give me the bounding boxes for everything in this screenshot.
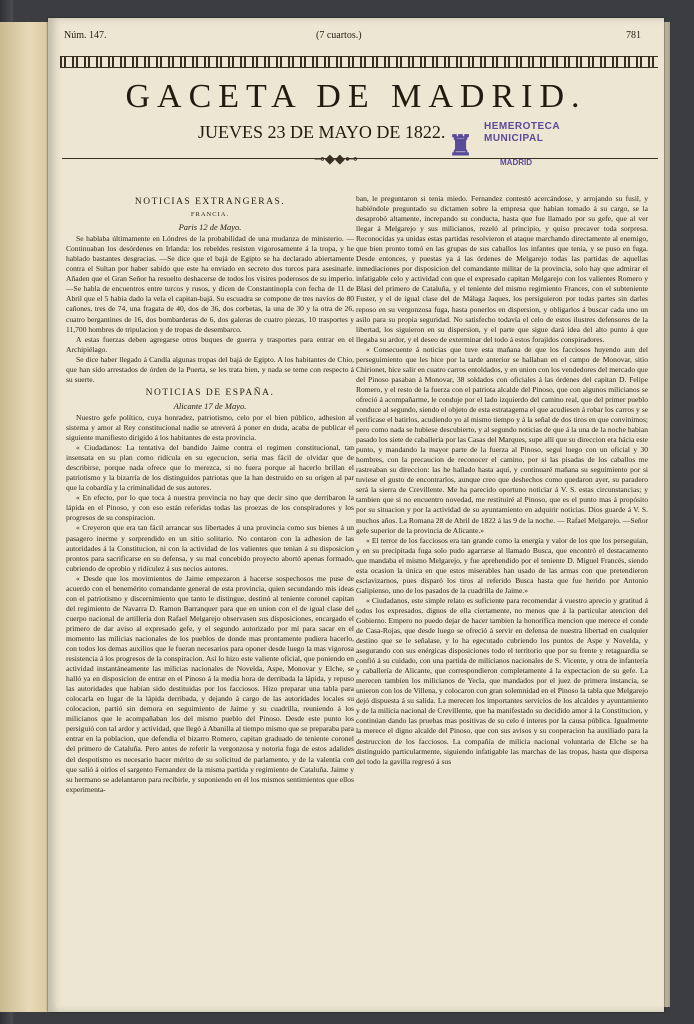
- issue-number: Núm. 147.: [64, 30, 107, 41]
- price: (7 cuartos.): [316, 30, 362, 41]
- paragraph: « Desde que los movimientos de Jaime empezaron á hacerse sospechosos me puse de acuerdo con el benemérito comandante general de esta provincia, quien secundando mis ideas con el patriotismo y discernimiento que tanto le distingue, destinó al teniente coronel capitan del regimiento de Navarra D. Ramon Barranquer para que en union con el de igual clase del cuerpo nacional de artillería don Rafael Melgarejo observasen sus disposiciones, encargado el primero de dar aviso al expresado gefe, y el segundo autorizado por mí para sacar en el momento las milicias nacionales de los pueblos de donde mas prontamente pudiera hacerlo, con todos los demas auxilios que le fueran necesarios para oponer desde luego la mas vigorosa resistencia á los progresos de la conspiracion. Así lo hizo este valiente oficial, que poniendo en actividad instantáneamente las milicias nacionales de Novelda, Aspe, Monovar y Elche, se halló ya en disposicion de entrar en el Pinoso á la media hora de derribada la lápida, y repuso las autoridades que habian sido destituidas por los facciosos. Hizo preparar una tabla para colocarla en lugar de la lápida derribada, y dejando á cargo de las autoridades locales su colocacion, partió sin demora en seguimiento de Jaime y su cuadrilla, reuniendo á los milicianos que le acompañaban los del mismo pueblo del Pinoso. Desde este punto los persiguió con tal ardor y actividad, que llegó á Abanilla al tiempo mismo que se preparaba para entrar en la poblacion, que defendia el bizarro Romero, capitan graduado de teniente coronel del primero de Cataluña. Pero antes de referir la vergonzosa y notoria fuga de estos adalides del despotismo es necesario hacer mérito de su solicitud de parlamento, y de la valentía con que salió á oirlos el sargento Fernandez de la misma partida y regimiento de Cataluña. Jaime y su hermano se adelantaron para recibirle, y suponiendo en él los mismos sentimientos que ellos experimenta-: [66, 573, 354, 794]
- crest-icon: ♜: [448, 130, 474, 161]
- paragraph: « Consecuente á noticias que tuve esta mañana de que los facciosos huyendo aun del perseguimiento que les hice por la tarde anterior se hallaban en el campo de Monovar, sitio Chirionet, hice salir en cuatro carros entoldados, y en union con los vendedores del mercado que del Pinoso pasaban á Monovar, 38 soldados con oficiales á las órdenes del capitan D. Felipe Romero, y el resto de la fuerza con el patriota alcalde del Pinoso, que con algunos milicianos se ofreció á acompañarme, le conduje por el lado izquierdo del camino real, que del primer pueblo conduce al segundo, siendo el objeto de esta estratagema el que acudiesen á robar los carros y se verificase el batirlos, acudiendo yo al mismo tiempo y á la señal de dos tiros en que convinimos; pero como nada se hubiese descubierto, y al segundo noticias de que á la una de la noche habian pasado los siete de caballería por las Casas del Marques, supe allí que su direccion era hácia este punto, y mandando la mayor parte de la fuerza al Pinoso, segui luego con un oficial y 30 hombres, con la precaucion de reconocer el camino, por si las pisadas de los caballos me rastreaban su direccion: las he hallado hasta aquí, y continuaré mañana su seguimiento por si tuviese el gusto de encontrarlos, aunque creo que deshechos como quedaron ayer, su paradero será la sierra de Crevillente. Me ha parecido oportuno noticiar á V. S. estas circunstancias; y tambien que si no encuentro novedad, me restituiré al Pinoso, que es el punto mas á propósito por su situacion y por la actividad de su ayuntamiento en adquirir noticias. Dios guarde á V. S. muchos años. La Romana 28 de Abril de 1822 á las 9 de la noche. — Rafael Melgarejo. —Señor gefe superior de la provincia de Alicante.»: [356, 344, 648, 535]
- stamp-line-2: MUNICIPAL: [484, 133, 544, 144]
- rule-ornament-icon: ⊸◆◆⊷: [314, 151, 358, 166]
- paragraph: « Ciudadanos, este simple relato es suficiente para recomendar á vuestro aprecio y gratitud á todos los expresados, dignos de ella ciertamente, no menos que á la particular atencion del Gobierno. Empero no puedo dejar de hacer tambien la honorífica mencion que merece el conde de Casa-Rojas, que desde luego se ofreció á servir en defensa de nuestra libertad en cualquier destino que se le señalase, y lo ha egecutado cubriendo los puntos de Aspe y Novelda, y asegurando con sus enérgicas disposiciones todo el territorio que por su frente y retaguardia se confió á su cuidado, con una partida de milicianos nacionales de S. Vicente, y otra de infantería y caballería de Alicante, que correspondieron completamente á la expectacion de su gefe. La merecen tambien los milicianos de Yecla, que mandados por el juez de primera instancia, se unieron con los de Villena, y colocaron con gran solemnidad en el Pinoso la tabla que Melgarejo dejó dispuesta á su salida. La merecen los importantes servicios de los alcaldes y ayuntamiento y de la milicia nacional de Crevillente, que ha manifestado su decidido amor á la Constitucion, y continúan dando las pruebas mas positivas de su celo é interes por la causa pública. Igualmente la merece el digno alcalde del Pinoso, que con sus avisos y su cooperacion ha auxiliado para la destruccion de los facciosos. La compañía de milicia nacional voluntaria de Elche se ha distinguido particularmente, siguiendo infatigable las marchas de las tropas, hasta que dispersa del todo la gavilla regresó á sus: [356, 595, 648, 766]
- paragraph: « El terror de los facciosos era tan grande como la energía y valor de los que los perseguian, y en su precipitada fuga solo pudo agarrarse al llamado Busca, que encontró el destacamento que mandaba el mismo Melgarejo, y fue aprehendido por el teniente D. Miguel Francés, siendo esta ocasion la única en que estos miserables han usado de las armas con que pretendieron esclavizarnos, pues disparó los tiros al referido Busca hasta que fue herido por Antonio Galipienso, uno de los pasados de la cuadrilla de Jaime.»: [356, 535, 648, 595]
- paragraph: A estas fuerzas deben agregarse otros buques de guerra y trasportes para entrar en el Archipiélago.: [66, 334, 354, 354]
- left-column: [66, 194, 354, 795]
- paragraph: ban, le preguntaron si tenia miedo. Fernandez contestó acercándose, y arrojando su fusil, y habiéndole preguntado su dictamen sobre la empresa que habian tomado á su cargo, se la desaprobó altamente, increpando su conducta, hasta que fue llamado por su gefe, que al ver llegar á Melgarejo y sus milicianos, rezeló al principio, y quiso precaver toda sorpresa. Reconocidas ya unidas estas partidas resolvieron el ataque marchando directamente al enemigo, que bien pronto tomó en las grupas de sus caballos los infantes que tenia, y se puso en fuga. Desde entonces, y puestas ya á las órdenes de Melgarejo todas las partidas de aquellas inmediaciones por disposicion del comandante militar de la provincia, solo hay que admirar el infatigable celo y actividad con que el expresado capitan Melgarejo con los valientes Romero y Blasi del primero de Cataluña, y el teniente del mismo regimiento Frances, con el subteniente Fuster, y el de igual clase del de Málaga Jaques, los persiguieron por todas partes sin darles reposo en su vergonzosa fuga, hasta ponerlos en dispersion, y obligarlos á buscar cada uno un asilo para su propia seguridad. No satisfecho todavía el celo de estos ilustres defensores de la libertad, los siguieron en su dispersion, y el parte que sigue dará idea del alto punto á que llegaba su ardor, y el deseo de exterminar del todo á estos forajidos conspiradores.: [356, 194, 648, 344]
- stamp-line-1: HEMEROTECA: [484, 121, 561, 132]
- subsection-france: FRANCIA.: [190, 211, 230, 219]
- section-heading-spain: NOTICIAS DE ESPAÑA.: [145, 387, 275, 398]
- newspaper-page: [48, 18, 664, 1012]
- section-heading-foreign: NOTICIAS EXTRANGERAS.: [134, 197, 286, 207]
- masthead-title: GACETA DE MADRID.: [125, 78, 587, 115]
- paragraph: « En efecto, por lo que toca á nuestra provincia no hay que decir sino que derribaron la lápida en el Pinoso, y con eso están referidas todas las proezas de los conspiradores y los progresos de su conspiracion.: [66, 493, 354, 523]
- paragraph: Nuestro gefe político, cuya honradez, patriotismo, celo por el bien público, adhesion al sistema y amor al Rey constitucional nadie se atreverá á poner en duda, acaba de publicar el siguiente manifiesto dirigido á los habitantes de esta provincia.: [66, 412, 354, 443]
- paragraph: « Ciudadanos: La tentativa del bandido Jaime contra el regimen constitucional, tan insensata en su plan como ridícula en su egecucion, seria mas fácil de olvidar que de describirse, porque nada ofrece que lo merezca, si no fuera porque al hacerlo brillan el patriotismo y la bizarría de los distinguidos patriotas que la han destruido en su origen al par que la cobardía y la criminalidad de sus autores.: [66, 443, 354, 493]
- stamp-line-3: MADRID: [500, 158, 532, 167]
- paragraph: « Creyeron que era tan fácil arrancar sus libertades á una provincia como sus bienes á un pasagero inerme y sorprendido en un sitio solitario. No contaron con la adhesion de las autoridades á la Constitucion, ni con la actividad de los valientes que tenian á su disposicion prontos para sacrificarse en su defensa, y su mal concebido proyecto abortó apenas formado, cubriendo de oprobio y ridículez á sus necios autores.: [66, 523, 354, 573]
- page-number: 781: [626, 30, 641, 41]
- facing-page-edge: [0, 22, 48, 1012]
- dateline-alicante: Alicante 17 de Mayo.: [173, 400, 247, 411]
- masthead-date: JUEVES 23 DE MAYO DE 1822.: [198, 122, 446, 142]
- right-column: [356, 194, 648, 767]
- dateline-paris: Paris 12 de Mayo.: [178, 222, 242, 233]
- library-stamp: [448, 121, 570, 175]
- paragraph: Se hablaba últimamente en Lóndres de la probabilidad de una mudanza de ministerio. —Continuaban los desórdenes en Irlanda: los rebeldes resisten vigorosamente á la tropa, y he hablado bastantes desgracias. —Se dice que el bajá de Egipto se ha declarado abiertamente contra el Sultan por haber sabido que este ha enviado en secreto dos turcos para asesinarle. Añaden que el Gran Señor ha resuelto deshacerse de todos los visires poderosos de su imperio. —Se habla de encuentros entre turcos y rusos, y dicen de Constantinopla con fecha de 11 de Abril que el 5 habia dado la vela el capitan-bajá. Su escuadra se compone de tres navíos de 80 cañones, tres de 74, una fragata de 40, dos de 36, dos corbetas, la una de 30 y la otra de 26, cuatro bergantines de 16, dos bombarderas de 6, dos galeras de cuatro piezas, 10 trasportes y 11,700 hombres de tripulacion y de tropas de desembarco.: [66, 234, 354, 334]
- paragraph: Se dice haber llegado á Candía algunas tropas del bajá de Egipto. A los habitantes de Chio, que han sido arrestados de órden de la Puerta, se les trata bien, y nada se teme con respecto á su suerte.: [66, 354, 354, 384]
- ornamental-border: [60, 56, 658, 68]
